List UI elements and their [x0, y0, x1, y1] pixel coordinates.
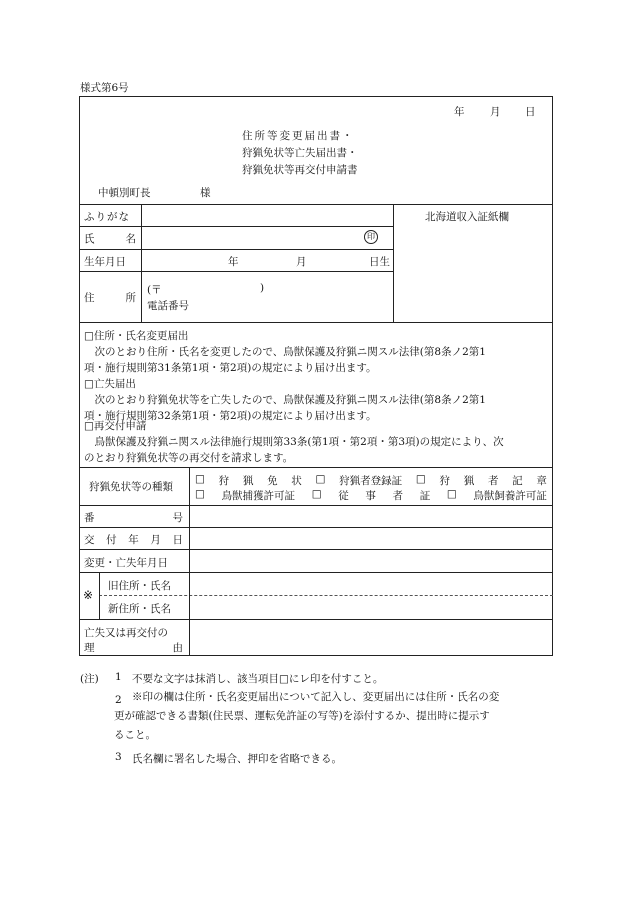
postal-prefix: (〒	[147, 284, 162, 296]
section-reissue: □再交付申請 鳥獣保護及狩猟ニ関スル法律施行規則第33条(第1項・第2項・第3項)の規定により、次 のとおり狩猟免状等の再交付を請求します。	[84, 420, 504, 464]
note-2-text: ※印の欄は住所・氏名変更届出について記入し、変更届出には住所・氏名の変	[132, 691, 500, 703]
birth-month-unit: 月	[296, 256, 307, 268]
number-label: 番 号	[84, 512, 183, 524]
change-date-label: 変更・亡失年月日	[84, 557, 168, 569]
name-label: 氏 名	[84, 233, 136, 245]
date-day-label: 日	[525, 106, 536, 118]
birth-day-unit: 日生	[369, 256, 390, 268]
checkbox-hunter-registration[interactable]: □	[315, 473, 326, 485]
stamp-area-label: 北海道収入証紙欄	[425, 211, 509, 223]
note-mark: ※	[83, 588, 94, 602]
postal-suffix: )	[260, 282, 265, 294]
license-options-row-1: □ 狩 猟 免 状 □ 狩猟者登録証 □ 狩 猟 者 記 章	[195, 473, 547, 487]
checkbox-worker-certificate[interactable]: □	[311, 488, 322, 500]
note-1-num: 1	[115, 671, 122, 683]
birth-year-unit: 年	[228, 256, 239, 268]
seal-icon: 印	[364, 230, 378, 244]
new-address-label: 新住所・氏名	[108, 603, 171, 615]
issue-date-label: 交 付 年 月 日	[84, 534, 183, 546]
note-2-continuation: 更が確認できる書類(住民票、運転免許証の写等)を添付するか、提出時に提示す ること。	[114, 710, 490, 741]
notes-prefix: (注)	[80, 673, 99, 685]
note-3-text: 氏名欄に署名した場合、押印を省略できる。	[132, 753, 342, 765]
title-line-1: 住所等変更届出書・	[242, 130, 355, 142]
license-type-label: 狩猟免状等の種類	[89, 481, 173, 493]
section-address-change: □住所・氏名変更届出 次のとおり住所・氏名を変更したので、鳥獣保護及狩猟ニ関スル法律(第8条ノ2第1 項・施行規則第31条第1項・第2項)の規定により届け出ます。	[84, 330, 486, 374]
furigana-label: ふりがな	[84, 211, 130, 223]
checkbox-hunter-badge[interactable]: □	[415, 473, 426, 485]
old-address-label: 旧住所・氏名	[108, 580, 171, 592]
note-3-num: 3	[115, 751, 122, 763]
section-loss: □亡失届出 次のとおり狩猟免状等を亡失したので、鳥獣保護及狩猟ニ関スル法律(第8条ノ2第1 項・施行規則第32条第1項・第2項)の規定により届け出ます。	[84, 378, 486, 422]
date-year-label: 年	[454, 106, 465, 118]
title-line-2: 狩猟免状等亡失届出書・	[242, 147, 358, 159]
birth-label: 生年月日	[84, 256, 126, 268]
phone-label: 電話番号	[147, 300, 189, 312]
title-line-3: 狩猟免状等再交付申請書	[242, 164, 358, 176]
license-options-row-2: □ 鳥獣捕獲許可証 □ 従 事 者 証 □ 鳥獣飼養許可証	[195, 488, 547, 502]
date-month-label: 月	[490, 106, 501, 118]
reason-label-1: 亡失又は再交付の	[84, 627, 168, 639]
checkbox-hunting-license[interactable]: □	[195, 473, 205, 485]
checkbox-capture-permit[interactable]: □	[195, 488, 205, 500]
checkbox-keeping-permit[interactable]: □	[446, 488, 457, 500]
section-heading[interactable]: □亡失届出	[84, 378, 136, 390]
section-heading[interactable]: □再交付申請	[84, 420, 147, 432]
form-number: 様式第6号	[80, 82, 129, 94]
section-heading[interactable]: □住所・氏名変更届出	[84, 330, 189, 342]
note-1-text: 不要な文字は抹消し、該当項目□にレ印を付すこと。	[132, 673, 384, 685]
addressee-office: 中頓別町長	[98, 187, 151, 199]
reason-label-2: 理 由	[84, 642, 183, 654]
addressee-honorific: 様	[200, 187, 211, 199]
note-2-num: 2	[115, 694, 122, 706]
address-label: 住 所	[84, 292, 136, 304]
